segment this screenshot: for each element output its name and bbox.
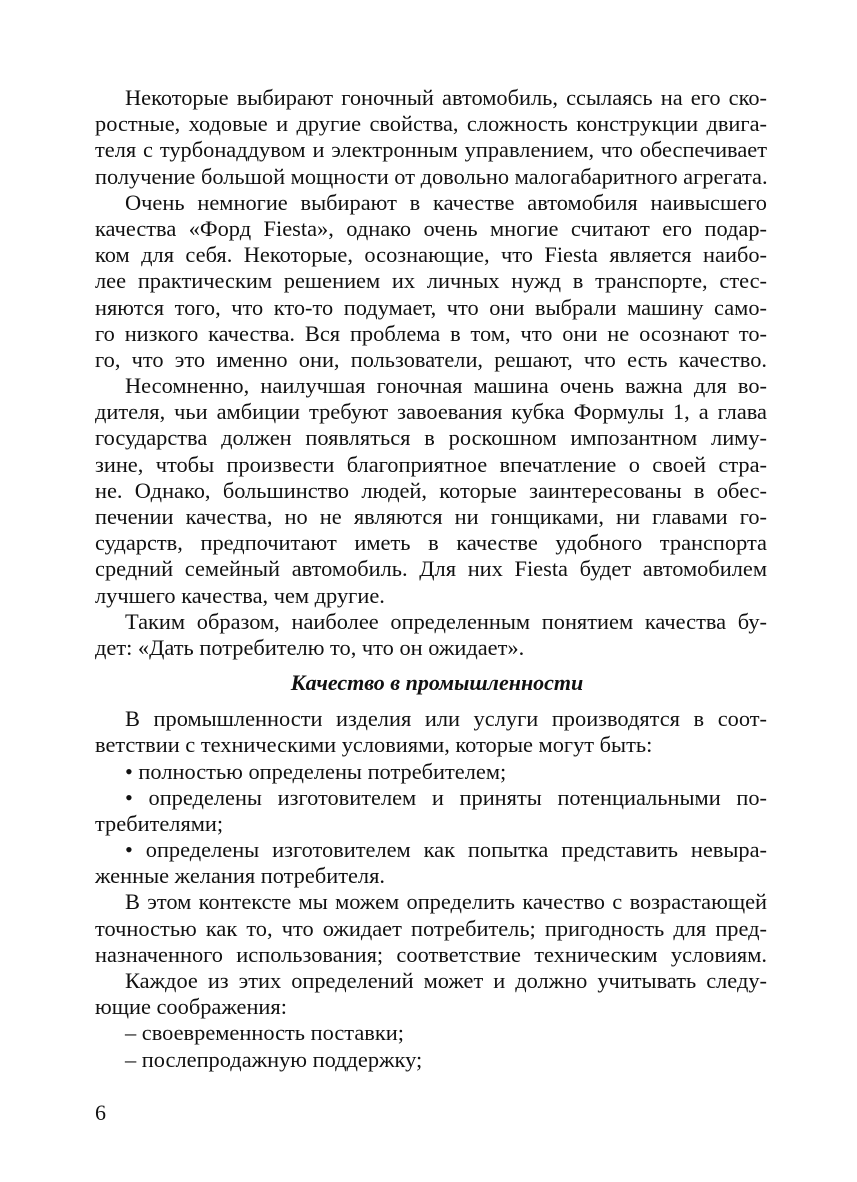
text-line: Каждое из этих определений может и должно учитывать следу- [125, 968, 767, 993]
bullet-item [95, 759, 767, 785]
text-line: Несомненно, наилучшая гоночная машина очень важна для во- [125, 373, 767, 399]
text-line: ветствии с техническими условиями, которые могут быть: [95, 732, 653, 758]
text-line: получение большой мощности от довольно малогабаритного агрегата. [95, 163, 768, 189]
text-line: дет: «Дать потребителю то, что он ожидает». [95, 634, 525, 660]
text-line: качества «Форд Fiesta», однако очень многие считают его подар- [95, 215, 767, 241]
text-line: Некоторые выбирают гоночный автомобиль, ссылаясь на его ско- [125, 85, 767, 110]
text-line: – своевременность поставки; [125, 1020, 404, 1046]
paragraph-quality-definition [95, 609, 767, 661]
text-line: Таким образом, наиболее определенным понятием качества бу- [125, 608, 767, 634]
text-line: Очень немногие выбирают в качестве автомобиля наивысшего [125, 189, 767, 215]
text-line: ком для себя. Некоторые, осознающие, что Fiesta является наибо- [95, 242, 767, 268]
paragraph-ford-fiesta [95, 190, 767, 373]
text-line: • определены изготовителем и приняты потенциальными по- [125, 784, 767, 810]
text-line: теля с турбонаддувом и электронным управлением, что обеспечивает [95, 137, 767, 163]
paragraph-racing-car [95, 85, 767, 190]
text-line: государства должен появляться в роскошном импозантном лиму- [95, 425, 767, 451]
text-line: – послепродажную поддержку; [125, 1046, 423, 1072]
text-line: го низкого качества. Вся проблема в том, что они не осознают то- [95, 320, 767, 346]
page-number: 6 [95, 1100, 106, 1125]
text-line: сударств, предпочитают иметь в качестве удобного транспорта [95, 530, 767, 556]
text-line: ростные, ходовые и другие свойства, сложность конструкции двига- [95, 111, 767, 137]
paragraph-formula-one [95, 373, 767, 609]
text-line: В этом контексте мы можем определить качество с возрастающей [125, 889, 767, 915]
dash-item [95, 1047, 767, 1073]
paragraph-industry [95, 706, 767, 758]
paragraph-context [95, 889, 767, 968]
bullet-item [95, 785, 767, 837]
paragraph-considerations [95, 968, 767, 1020]
text-line: дителя, чьи амбиции требуют завоевания кубка Формулы 1, а глава [95, 399, 767, 425]
text-line: точностью как то, что ожидает потребитель; пригодность для пред- [95, 915, 767, 941]
text-line: средний семейный автомобиль. Для них Fiesta будет автомобилем [95, 556, 767, 582]
text-line: лее практическим решением их личных нужд в транспорте, стес- [95, 268, 767, 294]
text-line: В промышленности изделия или услуги производятся в соот- [125, 706, 767, 732]
text-line: не. Однако, большинство людей, которые заинтересованы в обес- [95, 477, 767, 503]
text-line: • определены изготовителем как попытка представить невыра- [125, 837, 767, 863]
bullet-item [95, 837, 767, 889]
text-line: печении качества, но не являются ни гонщиками, ни главами го- [95, 504, 767, 529]
text-line: женные желания потребителя. [95, 863, 385, 889]
text-line: ющие соображения: [95, 994, 287, 1020]
text-line: требителями; [95, 810, 224, 836]
dash-item [95, 1020, 767, 1046]
text-line: зине, чтобы произвести благоприятное впечатление о своей стра- [95, 451, 767, 477]
text-line: лучшего качества, чем другие. [95, 582, 385, 608]
section-heading: Качество в промышленности [290, 670, 584, 696]
text-line: го, что это именно они, пользователи, решают, что есть качество. [95, 346, 767, 372]
text-line: няются того, что кто-то подумает, что они выбрали машину само- [95, 294, 767, 320]
text-line: назначенного использования; соответствие техническим условиям. [95, 941, 767, 967]
page-body [95, 85, 767, 1073]
text-line: • полностью определены потребителем; [125, 758, 507, 784]
